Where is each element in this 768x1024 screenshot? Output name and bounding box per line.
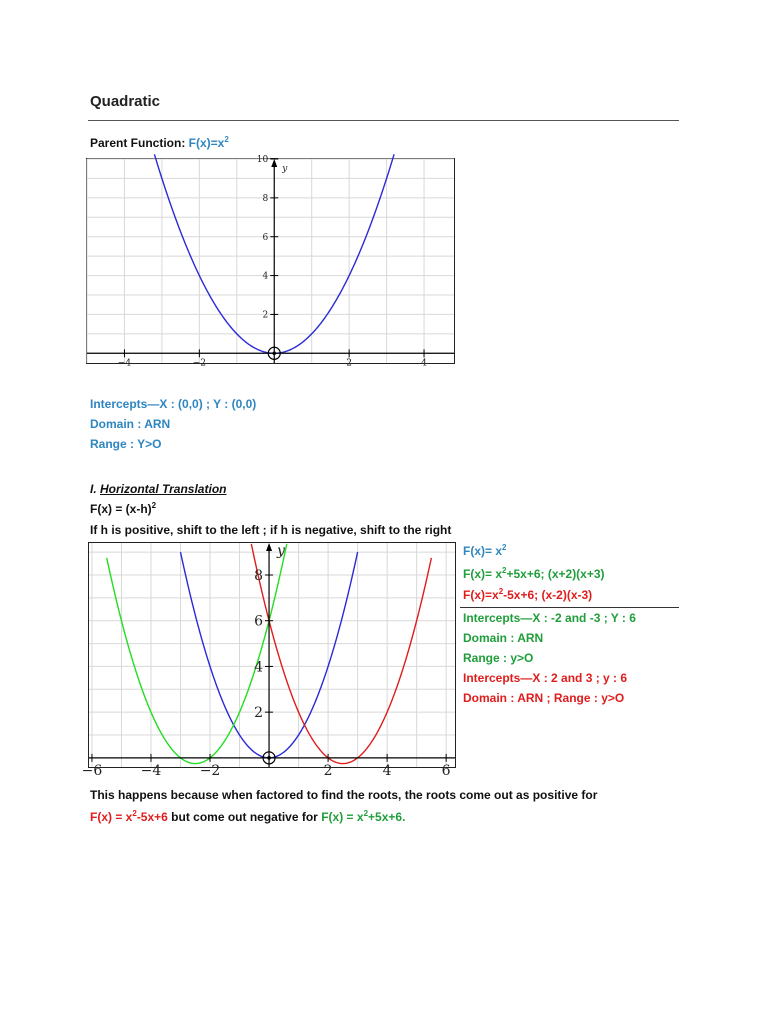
- y-tick-label: 8: [262, 194, 269, 205]
- x-tick-label: −2: [192, 358, 206, 369]
- x-tick-label: 2: [323, 762, 333, 779]
- y-tick-label: 4: [262, 271, 269, 282]
- y-tick-label: 8: [254, 567, 264, 584]
- explanation-red-formula: $F(x) = x^2-5x+6$: [90, 809, 168, 824]
- section-number: I.: [90, 482, 101, 496]
- y-tick-label: 6: [262, 232, 269, 243]
- legend-red-function: $F(x)=x^2-5x+6$; (x-2)(x-3): [463, 587, 593, 602]
- parent-function-graph: [86, 155, 455, 369]
- green-domain: Domain : ARN: [463, 631, 544, 645]
- parent-function-label: Parent Function:: [90, 136, 189, 150]
- x-tick-label: 4: [421, 358, 427, 369]
- parent-intercepts: Intercepts—X : (0,0) ; Y : (0,0): [90, 397, 257, 411]
- legend-green-function: $F(x)= x^2+5x+6$; (x+2)(x+3): [463, 566, 605, 581]
- section-heading: [90, 482, 226, 496]
- parent-range: Range : Y>O: [90, 437, 162, 451]
- series-curve-2: [251, 544, 431, 764]
- y-tick-label: 6: [254, 613, 264, 630]
- section-title: Horizontal Translation: [100, 482, 227, 496]
- green-intercepts: Intercepts—X : -2 and -3 ; Y : 6: [463, 611, 636, 625]
- y-tick-label: 10: [256, 155, 269, 166]
- explanation-line-1: This happens because when factored to find the roots, the roots come out as positive for: [90, 788, 598, 802]
- green-range: Range : y>O: [463, 651, 534, 665]
- legend-divider: [460, 607, 679, 608]
- x-tick-label: −6: [81, 762, 103, 779]
- y-axis-label: y: [277, 543, 285, 559]
- y-tick-label: 2: [254, 705, 264, 722]
- translation-rule: If h is positive, shift to the left ; if h is negative, shift to the right: [90, 523, 452, 537]
- x-tick-label: −4: [117, 358, 132, 369]
- explanation-green-formula: $F(x) = x^2+5x+6$.: [321, 809, 406, 824]
- x-tick-label: 2: [346, 358, 353, 369]
- x-tick-label: −2: [199, 762, 221, 779]
- origin-dot: [267, 756, 271, 760]
- translation-graph: [81, 542, 456, 779]
- y-axis-arrow: [271, 159, 277, 167]
- x-tick-label: 4: [382, 762, 392, 779]
- x-tick-label: 6: [441, 762, 451, 779]
- parent-domain: Domain : ARN: [90, 417, 171, 431]
- page-title: Quadratic: [90, 93, 161, 110]
- x-tick-label: −4: [140, 762, 162, 779]
- origin-dot: [272, 351, 276, 355]
- legend-blue-function: $F(x)= x^2$: [463, 543, 507, 558]
- y-axis-arrow: [266, 543, 272, 551]
- parent-function-line: [90, 136, 229, 150]
- red-intercepts: Intercepts—X : 2 and 3 ; y : 6: [463, 671, 628, 685]
- red-domain-range: Domain : ARN ; Range : y>O: [463, 691, 625, 705]
- parent-function-formula: $F(x)=x^2$: [188, 135, 229, 150]
- y-tick-label: 4: [254, 659, 264, 676]
- y-tick-label: 2: [262, 310, 269, 321]
- y-axis-label: y: [282, 164, 288, 174]
- explanation-line-2: $F(x) = x^2-5x+6$ but come out negative for $F(x) = x^2+5x+6$.: [90, 809, 406, 824]
- translation-formula: $F(x) = (x-h)^2$: [90, 501, 157, 516]
- title-divider: [88, 120, 679, 121]
